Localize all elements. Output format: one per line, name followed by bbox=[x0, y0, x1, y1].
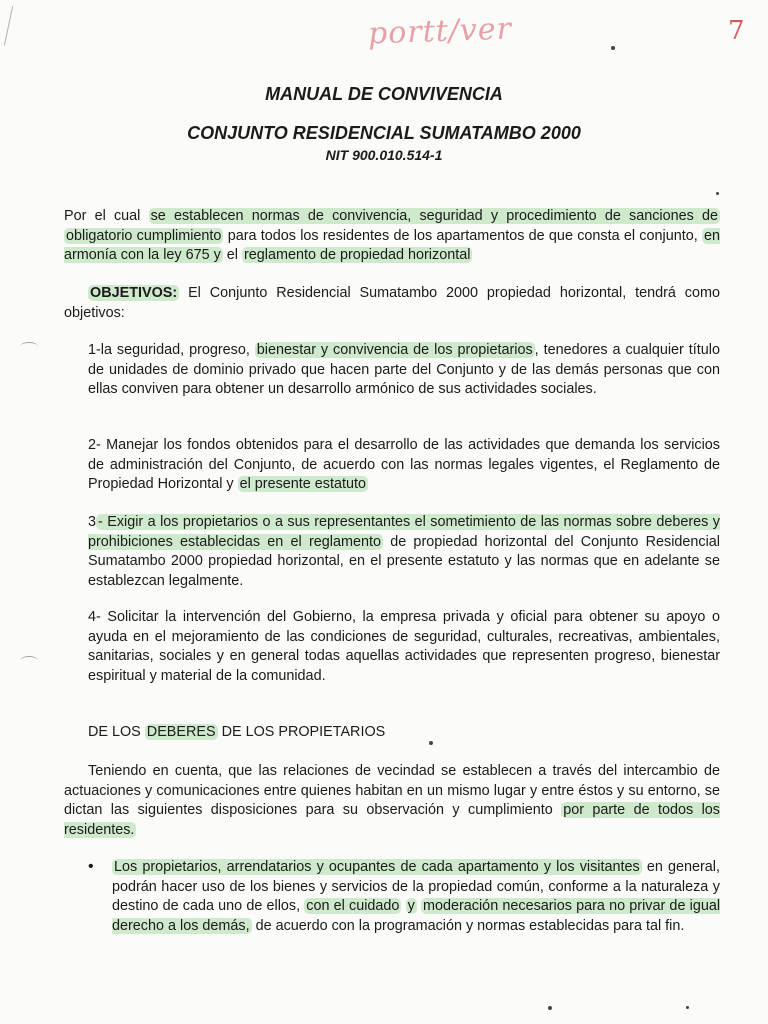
item-text: , tenedores a cualquier título de unidades de dominio privado que hacen parte del Conjunto y de las demás personas que con ellas conviven para obtener un desarrollo armónico de sus actividades sociales. bbox=[88, 342, 720, 398]
bullet-highlight: y bbox=[407, 898, 415, 915]
scan-speck bbox=[429, 741, 433, 745]
scan-speck bbox=[716, 192, 719, 195]
item-highlight: - Exigir a los propietarios o a sus representantes el sometimiento de las normas sobre deberes y prohibiciones establecidas en el reglamento bbox=[88, 514, 720, 550]
bullet-icon: • bbox=[88, 858, 94, 875]
objective-item-4: 4- Solicitar la intervención del Gobierno, la empresa privada y oficial para obtener su apoyo o ayuda en el mejoramiento de las condiciones de seguridad, culturales, recreativas, ambientales, sanitarias, sociales y en general todas aquellas actividades que representen progreso, bienestar espiritual y material de la comunidad. bbox=[88, 609, 720, 684]
intro-highlight: se establecen normas de convivencia, seguridad y procedimiento de sanciones de bbox=[150, 208, 718, 224]
heading-highlight: DEBERES bbox=[146, 724, 216, 740]
item-text: de propiedad horizontal del Conjunto Residencial Sumatambo 2000 propiedad horizontal, en el presente estatuto y las normas que en adelante se establezcan legalmente. bbox=[88, 533, 720, 589]
heading-text: DE LOS bbox=[88, 724, 145, 740]
objectives-text: El Conjunto Residencial Sumatambo 2000 propiedad horizontal, tendrá como objetivos: bbox=[64, 285, 720, 321]
bullet-text: en general, podrán hacer uso de los bienes y servicios de la propiedad común, conforme a la naturaleza y destino de cada uno de ellos, bbox=[112, 859, 720, 915]
item-highlight: bienestar y convivencia de los propietarios bbox=[256, 342, 533, 358]
item-text: 1-la seguridad, progreso, bbox=[88, 342, 255, 358]
intro-highlight: reglamento de propiedad horizontal bbox=[244, 247, 471, 264]
scan-speck bbox=[686, 1006, 689, 1009]
intro-text: para todos los residentes de los apartamentos de que consta el conjunto, bbox=[223, 227, 702, 244]
duties-text: Teniendo en cuenta, que las relaciones de vecindad se establecen a través del intercambio de actuaciones y comunicaciones entre quienes habitan en un mismo lugar y entre éstos y su entorno, se dictan las siguientes disposiciones para su observación y cumplimiento bbox=[64, 763, 720, 819]
duties-heading bbox=[88, 724, 385, 740]
bullet-highlight: moderación necesarios para no privar de igual derecho a los demás, bbox=[112, 898, 721, 934]
intro-highlight: en armonía con la ley 675 y bbox=[64, 227, 720, 264]
intro-paragraph bbox=[64, 207, 720, 266]
handwritten-annotation: portt/ver bbox=[367, 11, 513, 52]
margin-mark bbox=[20, 342, 38, 351]
duties-bullet-1 bbox=[112, 858, 720, 936]
page-number: 7 bbox=[728, 16, 745, 46]
objective-item-3 bbox=[88, 513, 720, 591]
nit-line: NIT 900.010.514-1 bbox=[325, 147, 443, 163]
intro-text: el bbox=[222, 247, 242, 264]
item-text: 3 bbox=[88, 514, 97, 530]
bullet-highlight: Los propietarios, arrendatarios y ocupantes de cada apartamento y los visitantes bbox=[114, 859, 640, 875]
intro-highlight: obligatorio cumplimiento bbox=[66, 227, 222, 244]
objectives-label: OBJETIVOS: bbox=[90, 285, 178, 301]
objective-item-1 bbox=[88, 341, 720, 400]
scan-edge-mark bbox=[4, 6, 13, 45]
objective-item-2 bbox=[88, 436, 720, 495]
bullet-text: de acuerdo con la programación y normas establecidas para tal fin. bbox=[251, 917, 685, 934]
scan-speck bbox=[611, 46, 615, 50]
bullet-highlight: con el cuidado bbox=[306, 898, 400, 915]
objectives-paragraph bbox=[64, 284, 720, 323]
intro-text: Por el cual bbox=[64, 208, 149, 224]
duties-paragraph bbox=[64, 762, 720, 840]
item-highlight: el presente estatuto bbox=[239, 476, 366, 493]
heading-text: DE LOS PROPIETARIOS bbox=[217, 724, 386, 740]
document-title: MANUAL DE CONVIVENCIA bbox=[265, 84, 503, 104]
bullet-text bbox=[401, 898, 405, 914]
margin-mark bbox=[20, 656, 38, 665]
duties-highlight: por parte de todos los residentes. bbox=[64, 802, 721, 838]
document-subtitle: CONJUNTO RESIDENCIAL SUMATAMBO 2000 bbox=[187, 123, 581, 143]
item-text: 2- Manejar los fondos obtenidos para el desarrollo de las actividades que demanda los servicios de administración del Conjunto, de acuerdo con las normas legales vigentes, el Reglamento de Propiedad Horizontal y bbox=[88, 437, 720, 493]
scan-speck bbox=[548, 1006, 552, 1010]
